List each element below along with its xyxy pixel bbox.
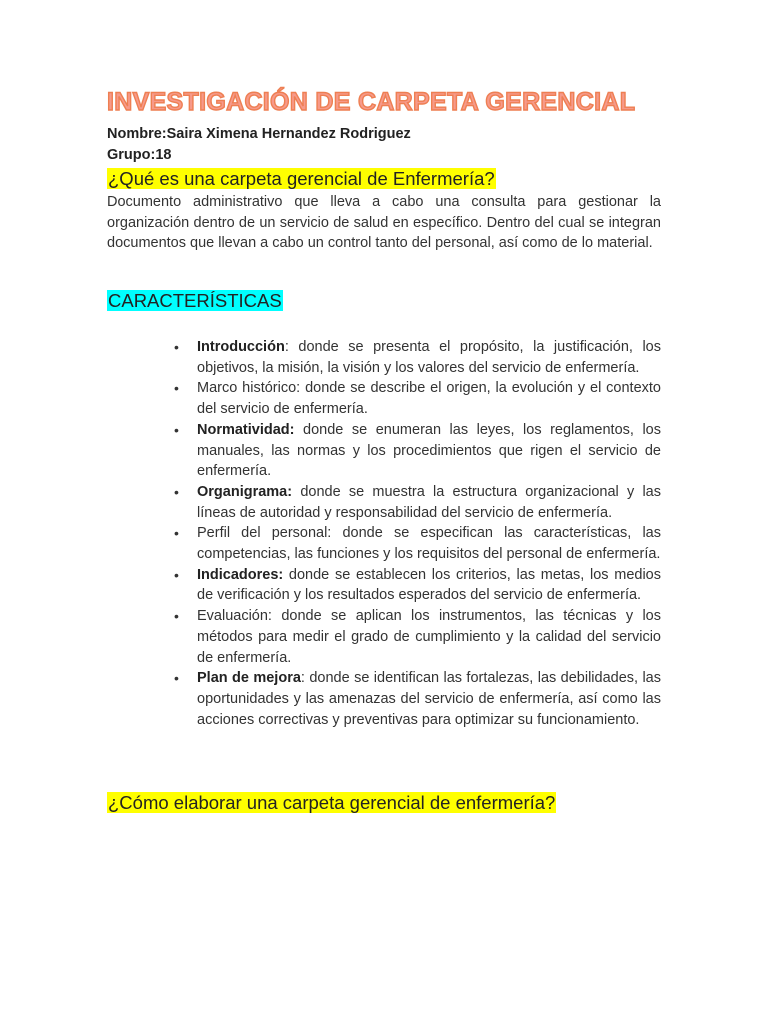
intro-paragraph: Documento administrativo que lleva a cabo una consulta para gestionar la organización dentro de un servicio de salud en específico. Dentro del cual se integran documentos que llevan a cabo un control tanto del personal, así como de lo material. bbox=[107, 194, 661, 252]
list-item bbox=[107, 523, 661, 564]
bullet-icon: • bbox=[174, 339, 179, 355]
list-item bbox=[107, 565, 661, 606]
list-item-text: Perfil del personal: donde se especifican las características, las competencias, las funciones y los requisitos del personal de enfermería. bbox=[197, 525, 661, 563]
section-heading-characteristics bbox=[107, 290, 283, 312]
list-item bbox=[107, 668, 661, 730]
student-group: Grupo:18 bbox=[107, 147, 172, 163]
list-item bbox=[107, 482, 661, 523]
list-item-text: donde se muestra la estructura organizacional y las líneas de autoridad y responsabilidad del servicio de enfermería. bbox=[197, 483, 661, 521]
list-item-term: Organigrama: bbox=[197, 483, 293, 500]
list-item bbox=[107, 606, 661, 668]
question-heading-how-to-text: ¿Cómo elaborar una carpeta gerencial de enfermería? bbox=[108, 792, 556, 813]
section-heading-characteristics-text: CARACTERÍSTICAS bbox=[108, 290, 282, 311]
bullet-icon: • bbox=[174, 670, 179, 687]
bullet-icon: • bbox=[174, 421, 179, 438]
list-item-term: Introducción bbox=[197, 339, 285, 355]
list-item-text: donde se establecen los criterios, las metas, los medios de verificación y los resultados esperados del servicio de enfermería. bbox=[197, 566, 661, 604]
bullet-icon: • bbox=[174, 608, 179, 625]
list-item-text: : donde se identifican las fortalezas, las debilidades, las oportunidades y las amenazas del servicio de enfermería, así como las acciones correctivas y preventivas para optimizar su funcionamiento. bbox=[197, 670, 661, 728]
list-item-term: Plan de mejora bbox=[197, 670, 301, 687]
list-item-text: Marco histórico: donde se describe el origen, la evolución y el contexto del servicio de enfermería. bbox=[197, 380, 661, 418]
list-item-text: Evaluación: donde se aplican los instrumentos, las técnicas y los métodos para medir el grado de cumplimiento y la calidad del servicio de enfermería. bbox=[197, 608, 661, 666]
characteristics-list bbox=[107, 337, 661, 730]
list-item bbox=[107, 378, 661, 419]
list-item-text: donde se enumeran las leyes, los reglamentos, los manuales, las normas y los procedimientos que rigen el servicio de enfermería. bbox=[197, 421, 661, 480]
student-name: Nombre:Saira Ximena Hernandez Rodriguez bbox=[107, 126, 411, 142]
list-item bbox=[107, 337, 661, 378]
list-item bbox=[107, 420, 661, 482]
question-heading-what-is-text: ¿Qué es una carpeta gerencial de Enfermería? bbox=[108, 168, 495, 189]
question-heading-what-is bbox=[107, 168, 496, 190]
question-heading-how-to bbox=[107, 792, 556, 814]
bullet-icon: • bbox=[174, 566, 179, 583]
document-title: INVESTIGACIÓN DE CARPETA GERENCIAL bbox=[107, 88, 636, 116]
bullet-icon: • bbox=[174, 380, 179, 397]
bullet-icon: • bbox=[174, 525, 179, 542]
list-item-term: Indicadores: bbox=[197, 566, 284, 583]
list-item-term: Normatividad: bbox=[197, 421, 295, 438]
list-item-text: : donde se presenta el propósito, la justificación, los objetivos, la misión, la visión y los valores del servicio de enfermería. bbox=[197, 339, 661, 376]
bullet-icon: • bbox=[174, 483, 179, 500]
